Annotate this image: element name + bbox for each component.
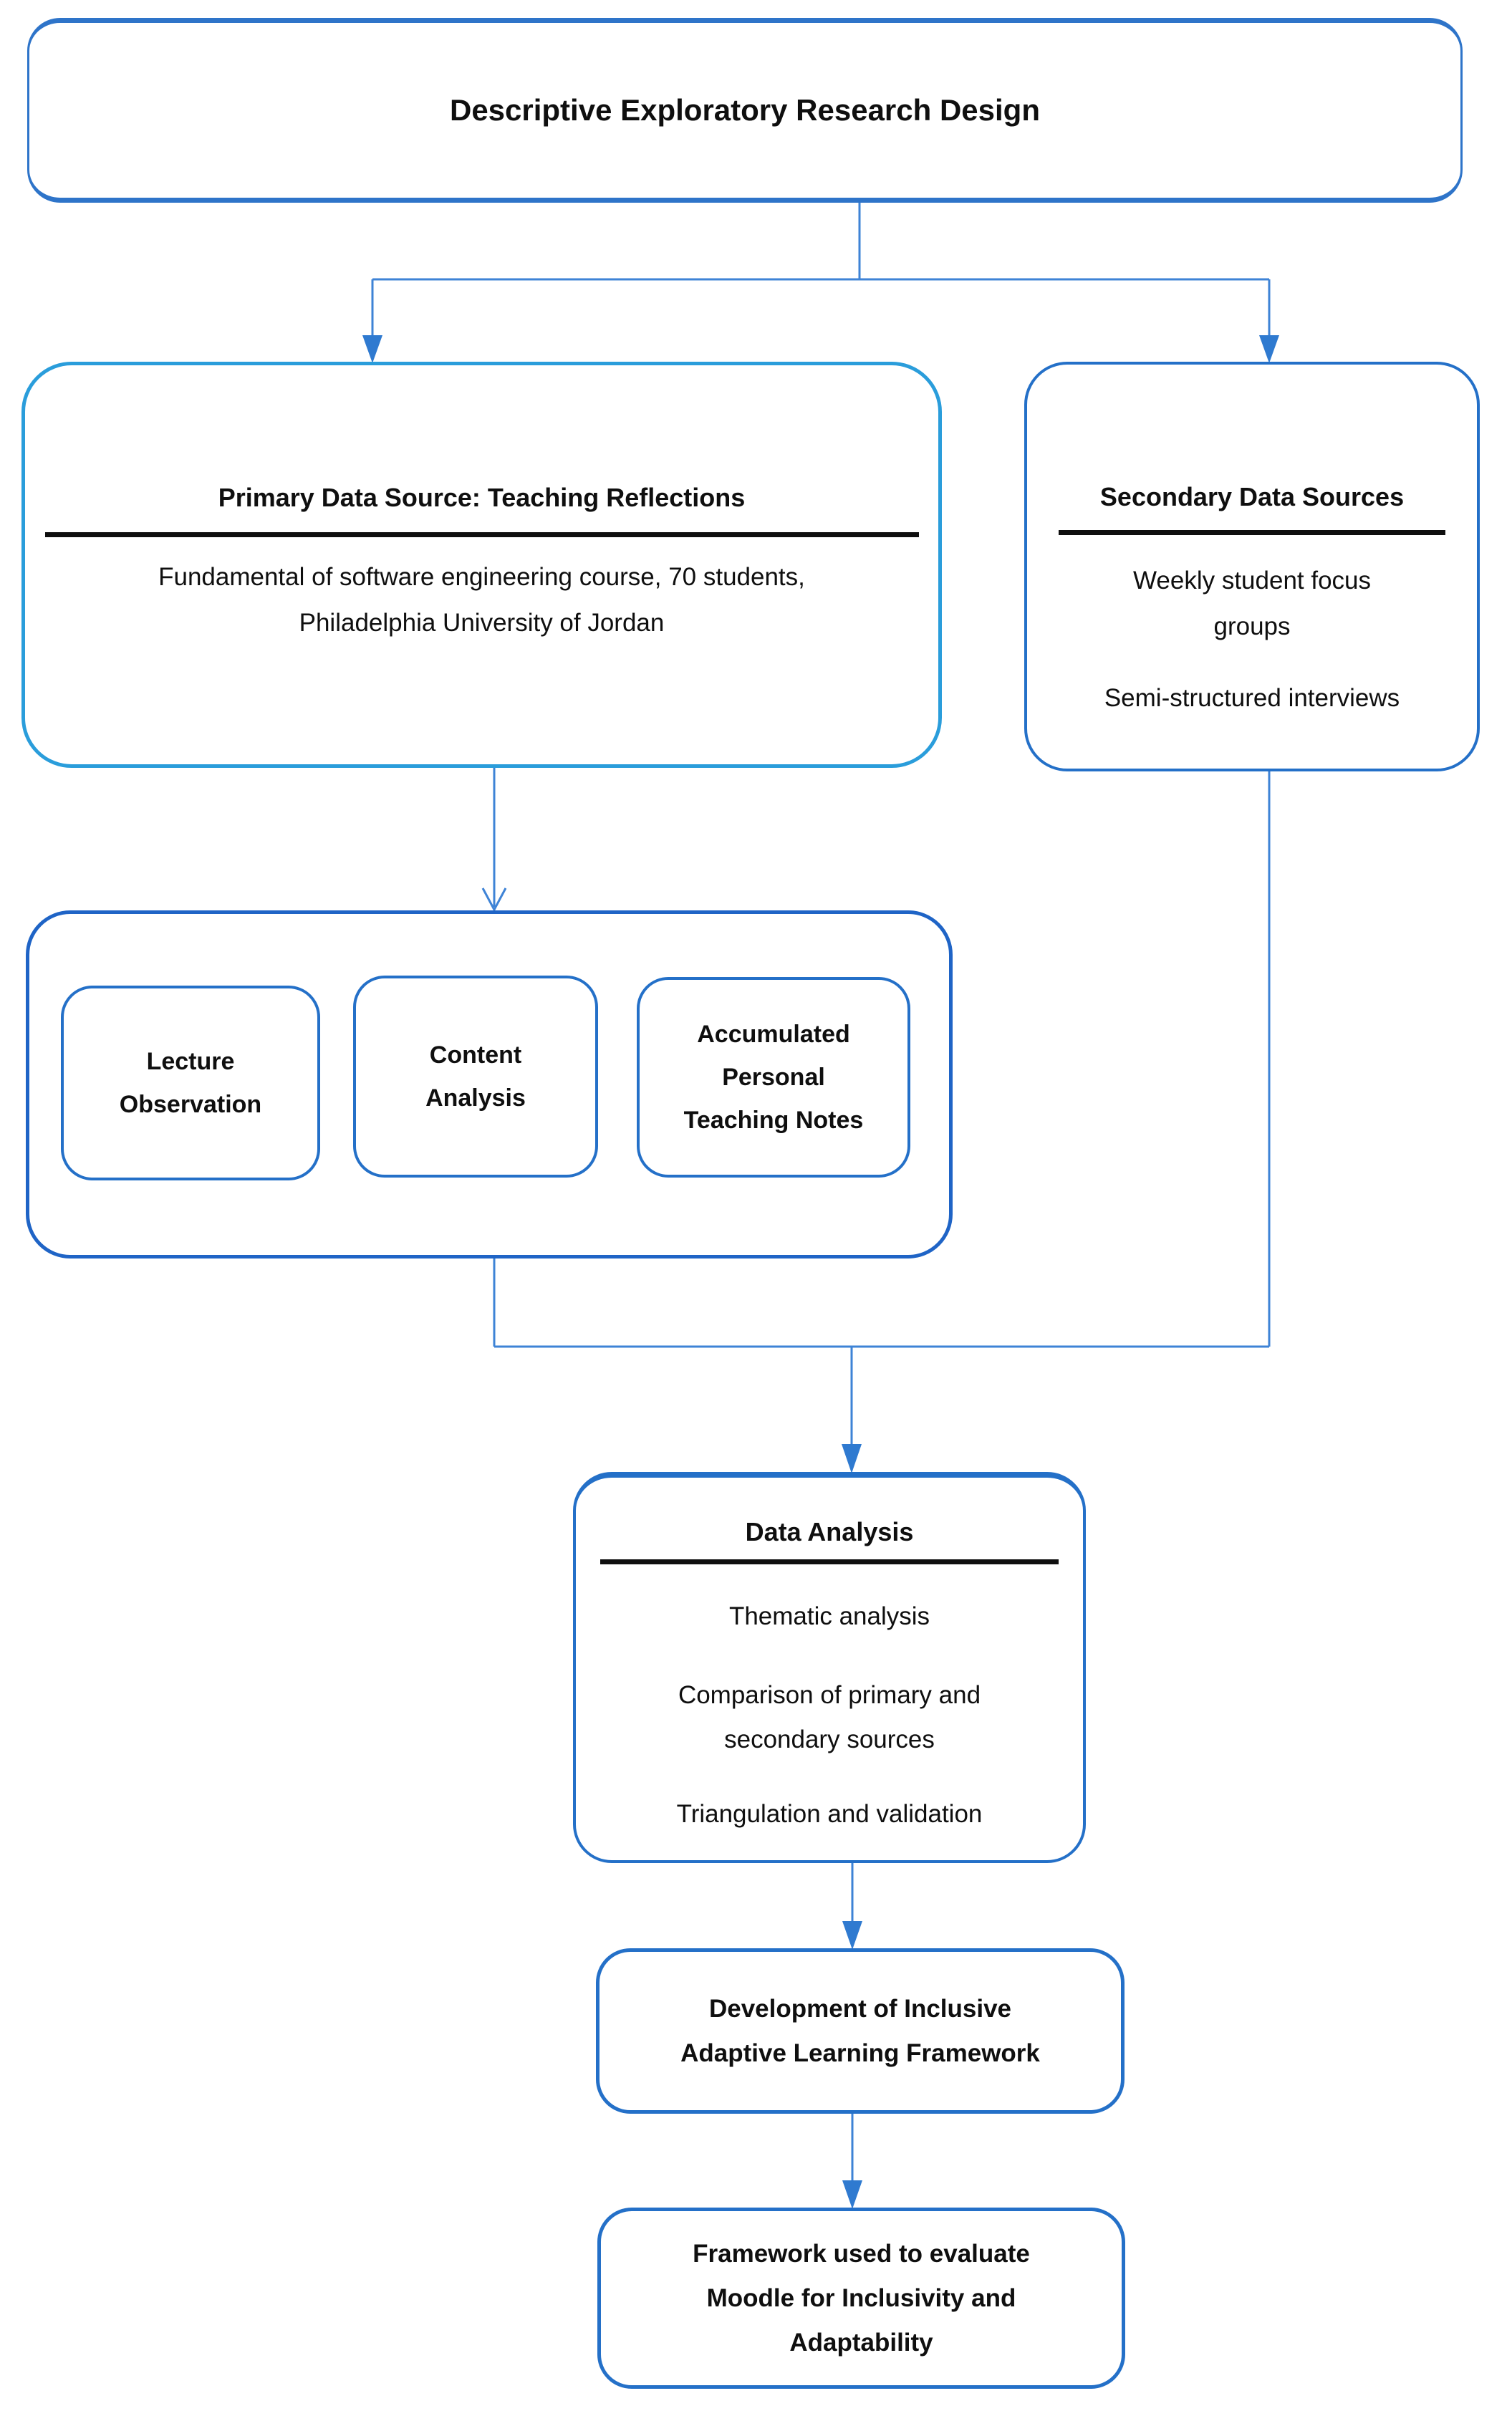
secondary-item-line: Weekly student focus bbox=[1132, 567, 1372, 595]
primary-data-source-box bbox=[21, 362, 942, 768]
title-box bbox=[27, 18, 1463, 203]
primary-body bbox=[25, 554, 938, 646]
arrowhead bbox=[362, 335, 382, 363]
secondary-item-line: Semi-structured interviews bbox=[1104, 684, 1400, 712]
secondary-data-sources-box bbox=[1024, 362, 1480, 771]
arrowhead bbox=[842, 2180, 862, 2209]
data-analysis-item bbox=[576, 1792, 1083, 1837]
primary-heading: Primary Data Source: Teaching Reflections bbox=[218, 483, 746, 512]
data-analysis-item-line: secondary sources bbox=[724, 1726, 935, 1753]
framework-label-line: Framework used to evaluate bbox=[693, 2239, 1030, 2268]
method-box-lecture-observation bbox=[61, 986, 320, 1180]
data-analysis-item-line: Comparison of primary and bbox=[678, 1681, 981, 1709]
framework-label-line: Adaptability bbox=[789, 2328, 933, 2357]
framework-label-line: Moodle for Inclusivity and bbox=[706, 2283, 1016, 2312]
method-box-teaching-notes bbox=[637, 977, 910, 1178]
secondary-heading: Secondary Data Sources bbox=[1099, 482, 1405, 511]
secondary-item bbox=[1027, 675, 1477, 721]
development-label-line: Development of Inclusive bbox=[708, 1994, 1012, 2023]
primary-body-line: Philadelphia University of Jordan bbox=[299, 609, 665, 637]
development-framework-box bbox=[596, 1948, 1125, 2114]
method-label-line: Accumulated bbox=[697, 1021, 850, 1048]
data-analysis-item-line: Thematic analysis bbox=[728, 1602, 930, 1630]
arrowhead bbox=[842, 1921, 862, 1950]
framework-evaluation-box bbox=[597, 2208, 1125, 2389]
secondary-item bbox=[1027, 558, 1477, 650]
arrowhead bbox=[842, 1444, 862, 1473]
data-analysis-item bbox=[576, 1594, 1083, 1639]
method-label-line: Content bbox=[429, 1041, 522, 1069]
diagram-title: Descriptive Exploratory Research Design bbox=[449, 93, 1040, 127]
heading-underline bbox=[600, 1559, 1059, 1564]
data-analysis-heading: Data Analysis bbox=[745, 1517, 914, 1546]
data-analysis-item-line: Triangulation and validation bbox=[676, 1800, 983, 1828]
method-box-content-analysis bbox=[353, 976, 598, 1178]
method-label-line: Analysis bbox=[425, 1084, 526, 1112]
heading-underline bbox=[45, 532, 919, 537]
data-analysis-box bbox=[573, 1472, 1086, 1863]
primary-body-line: Fundamental of software engineering course, 70 students, bbox=[158, 563, 805, 591]
secondary-item-line: groups bbox=[1213, 612, 1291, 640]
heading-underline bbox=[1059, 530, 1445, 535]
development-label-line: Adaptive Learning Framework bbox=[680, 2039, 1040, 2067]
arrowhead bbox=[1259, 335, 1279, 363]
method-label-line: Teaching Notes bbox=[683, 1107, 864, 1134]
method-label-line: Observation bbox=[119, 1091, 262, 1118]
method-label-line: Personal bbox=[722, 1064, 825, 1091]
data-analysis-item bbox=[576, 1673, 1083, 1762]
methods-container-box bbox=[26, 910, 953, 1258]
method-label-line: Lecture bbox=[146, 1048, 235, 1075]
